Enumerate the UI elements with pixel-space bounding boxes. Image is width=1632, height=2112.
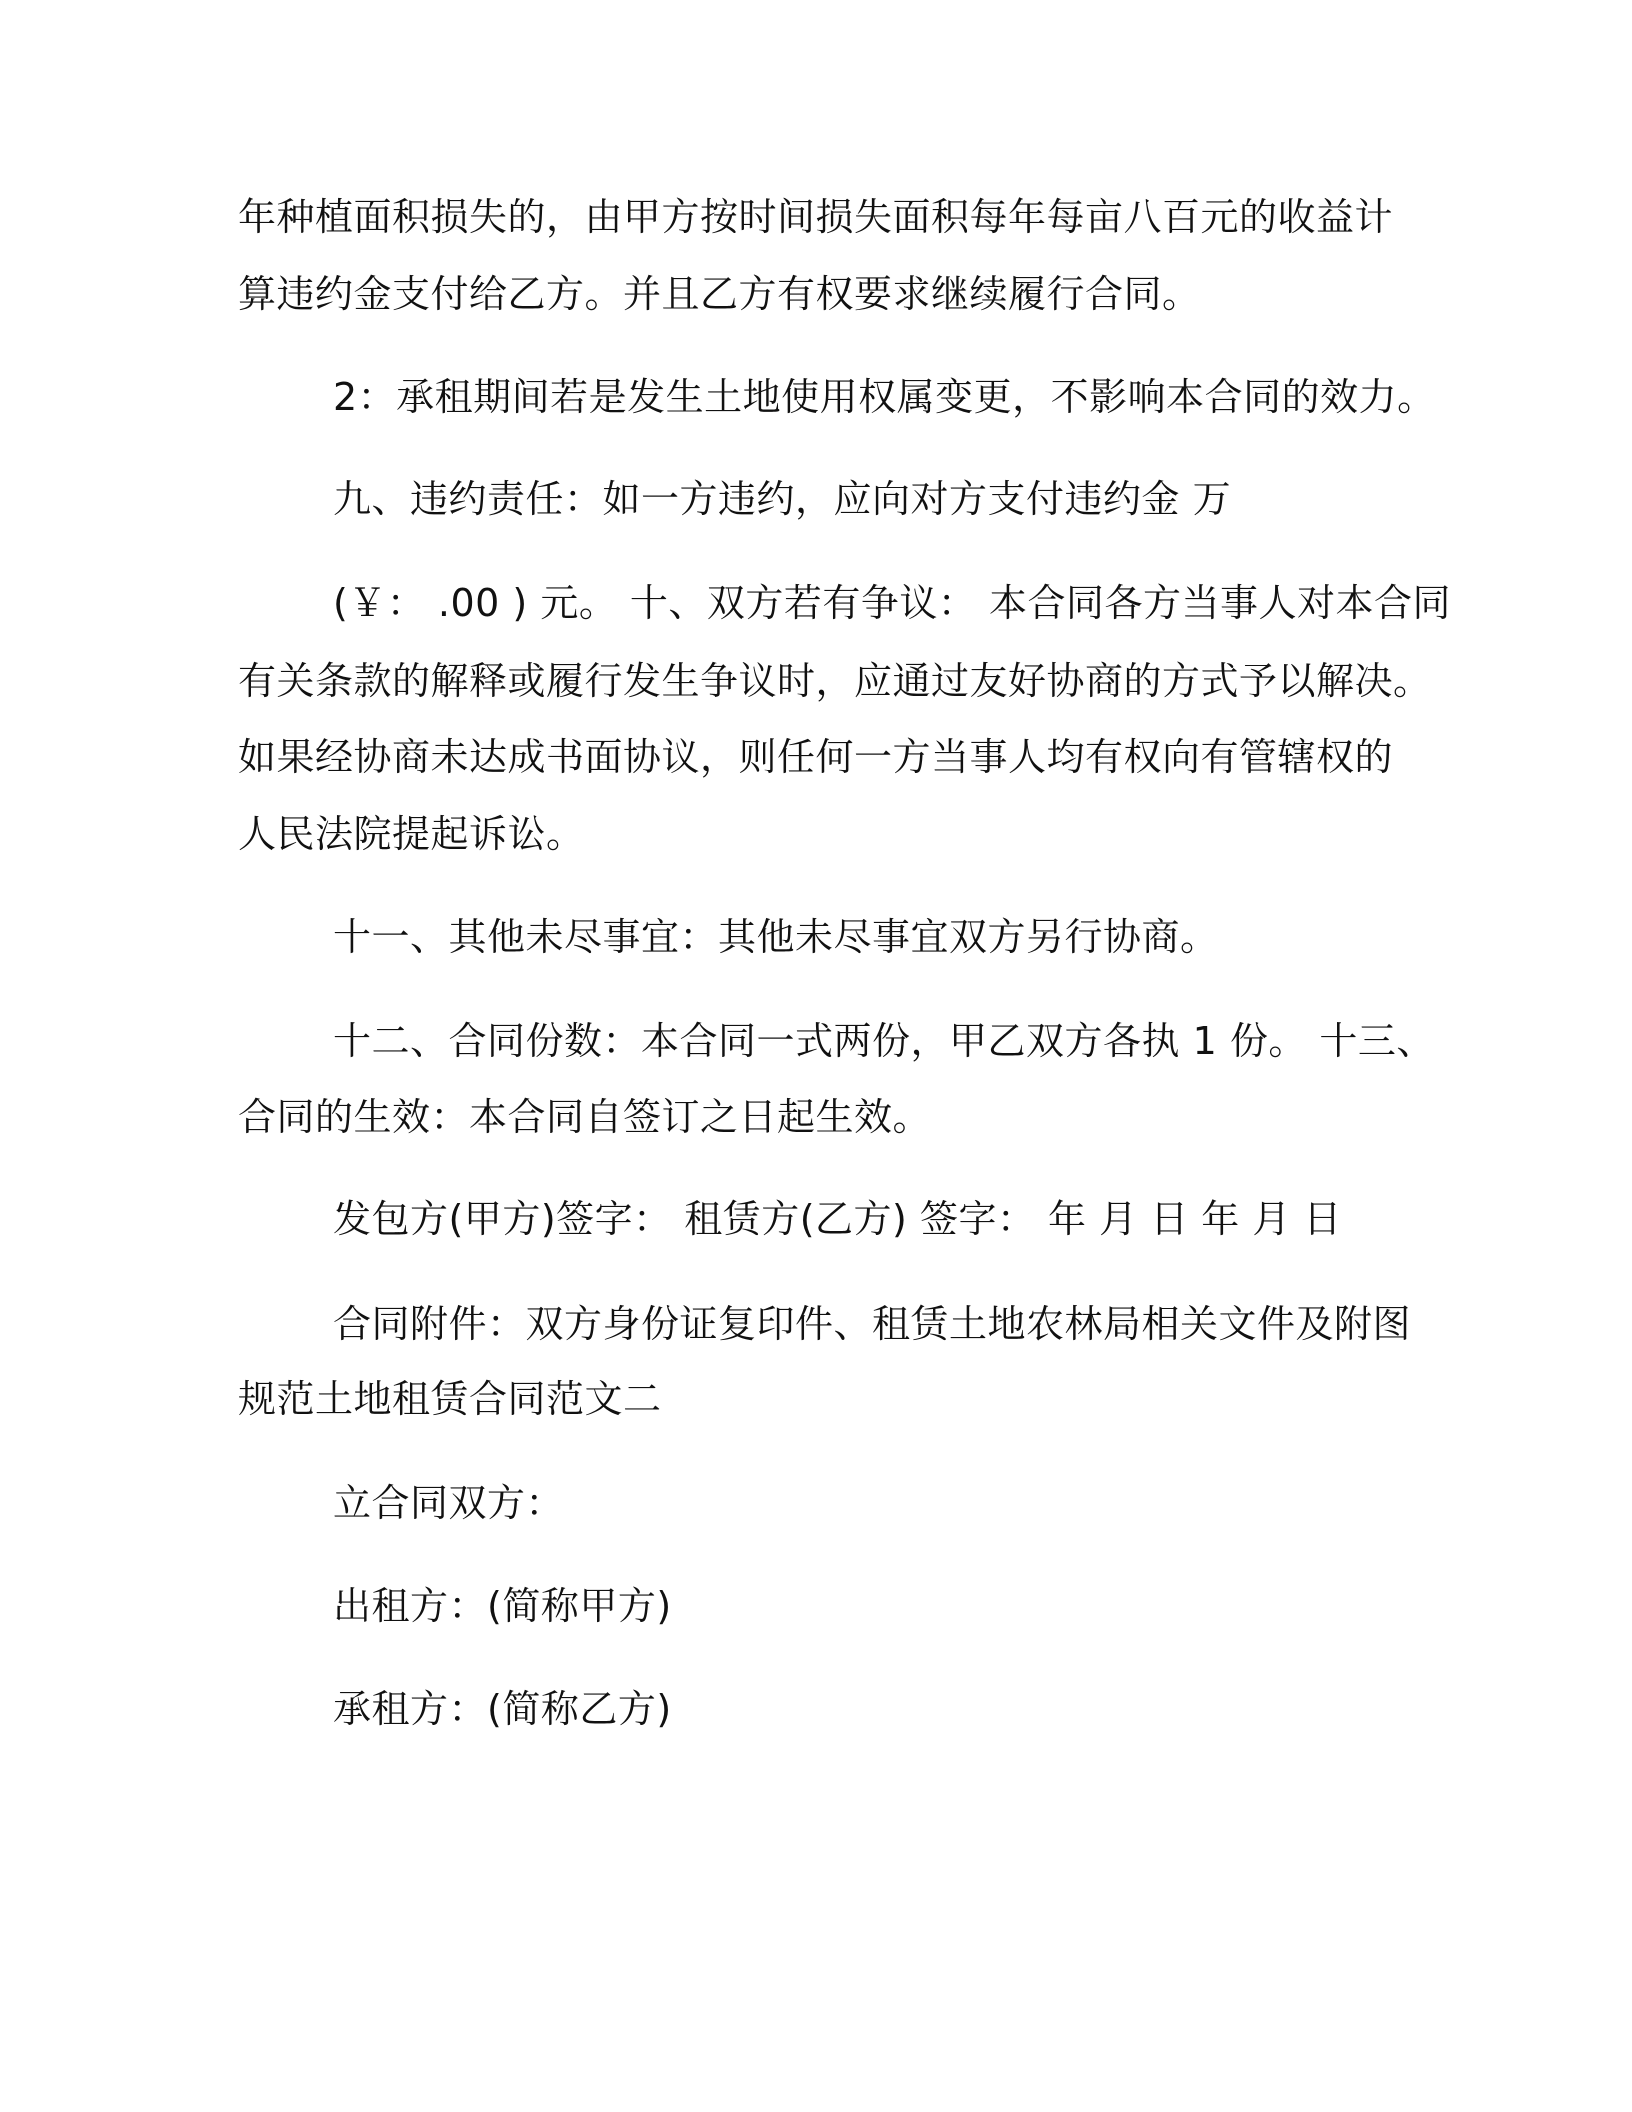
text-line: 承租方：(简称乙方) <box>333 1687 672 1731</box>
text-line: 2：承租期间若是发生土地使用权属变更，不影响本合同的效力。 <box>333 375 1436 419</box>
text-line: 十一、其他未尽事宜：其他未尽事宜双方另行协商。 <box>333 915 1219 959</box>
text-line: 发包方(甲方)签字： 租赁方(乙方) 签字： 年 月 日 年 月 日 <box>333 1197 1342 1241</box>
text-line: 算违约金支付给乙方。并且乙方有权要求继续履行合同。 <box>238 272 1201 316</box>
text-line: 立合同双方： <box>333 1481 565 1525</box>
text-line: 有关条款的解释或履行发生争议时，应通过友好协商的方式予以解决。 <box>238 659 1432 703</box>
text-line: (￥： .00 ) 元。 十、双方若有争议： 本合同各方当事人对本合同 <box>333 581 1451 625</box>
text-line: 十二、合同份数：本合同一式两份，甲乙双方各执 1 份。 十三、 <box>333 1019 1435 1063</box>
text-line: 出租方：(简称甲方) <box>333 1584 672 1628</box>
text-line: 合同附件：双方身份证复印件、租赁土地农林局相关文件及附图 <box>333 1302 1412 1346</box>
text-line: 规范土地租赁合同范文二 <box>238 1377 662 1421</box>
text-line: 人民法院提起诉讼。 <box>238 812 585 856</box>
text-line: 如果经协商未达成书面协议，则任何一方当事人均有权向有管辖权的 <box>238 735 1394 779</box>
text-line: 年种植面积损失的，由甲方按时间损失面积每年每亩八百元的收益计 <box>238 195 1394 239</box>
text-line: 合同的生效：本合同自签订之日起生效。 <box>238 1095 932 1139</box>
text-line: 九、违约责任：如一方违约，应向对方支付违约金 万 <box>333 477 1232 521</box>
